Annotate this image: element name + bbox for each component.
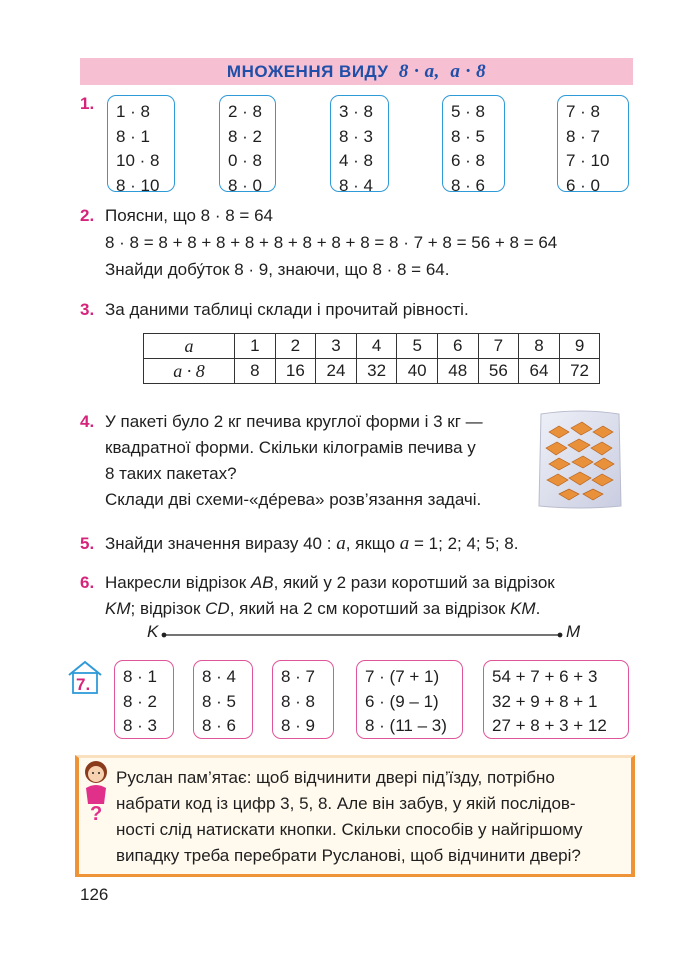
expression: 8 · 2	[228, 126, 263, 146]
expression: 6 · 0	[566, 175, 601, 195]
table-row-product	[144, 359, 600, 384]
table-cell: 40	[397, 359, 438, 384]
expression: 8 · 6	[451, 175, 486, 195]
table-cell: 8	[235, 359, 276, 384]
riddle-line-1: Руслан пам’ятає: щоб відчинити двері під’їзду, потрібно	[116, 768, 555, 787]
variable-a: a	[336, 533, 346, 554]
segment-cd-label: CD	[205, 599, 230, 618]
expression-box	[107, 95, 175, 195]
task-number-2: 2.	[80, 206, 95, 225]
task5-text-mid: , якщо	[345, 534, 396, 553]
title-expr-2: a · 8	[450, 61, 487, 82]
table-cell: 9	[559, 334, 600, 359]
expression: 1 · 8	[116, 102, 151, 121]
task6-text: Накресли відрізок	[105, 573, 247, 592]
task5-text-before: Знайди значення виразу 40 :	[105, 534, 332, 553]
table-cell: 4	[356, 334, 397, 359]
task-number-5: 5.	[80, 534, 95, 553]
table-cell: 7	[478, 334, 519, 359]
expression: 8 · (11 – 3)	[365, 716, 447, 735]
expression: 6 · (9 – 1)	[365, 691, 439, 711]
expression: 32 + 9 + 8 + 1	[492, 691, 598, 711]
expression-box	[442, 95, 505, 195]
task-number-1: 1.	[80, 94, 95, 113]
table-cell: 6	[437, 334, 478, 359]
page-number: 126	[80, 885, 109, 904]
riddle-line-2: набрати код із цифр 3, 5, 8. Але він забув, у якій послідов-	[116, 794, 576, 813]
task4-line-1: У пакеті було 2 кг печива круглої форми і 3 кг —	[105, 412, 483, 431]
table-cell: 16	[275, 359, 316, 384]
expression: 0 · 8	[228, 151, 263, 170]
expression: 8 · 1	[123, 667, 158, 686]
segment-km	[160, 630, 565, 640]
expression: 7 · (7 + 1)	[365, 667, 440, 686]
riddle-line-4: випадку треба перебрати Русланові, щоб відчинити двері?	[116, 846, 581, 865]
expression: 2 · 8	[228, 102, 263, 121]
task2-line-2: 8 · 8 = 8 + 8 + 8 + 8 + 8 + 8 + 8 + 8 = 8 · 7 + 8 = 56 + 8 = 64	[105, 233, 558, 252]
task6-text: , який на 2 см коротший за відрізок	[229, 599, 506, 618]
task-number-7: 7.	[76, 675, 91, 694]
table-cell: 5	[397, 334, 438, 359]
point-k-label: K	[147, 622, 159, 641]
expression: 10 · 8	[116, 151, 160, 170]
expression: 5 · 8	[451, 102, 486, 121]
expression: 8 · 4	[202, 667, 237, 686]
expression-box	[114, 660, 174, 739]
expression-box	[193, 660, 253, 739]
task6-text: .	[535, 599, 541, 618]
table-cell: 32	[356, 359, 397, 384]
task2-line-1: Поясни, що 8 · 8 = 64	[105, 206, 273, 225]
expression: 8 · 5	[451, 126, 486, 146]
expression-box	[272, 660, 334, 739]
task6-text: ; відрізок	[130, 599, 201, 618]
table-cell: 3	[316, 334, 357, 359]
expression-box	[356, 660, 463, 739]
expression: 8 · 7	[281, 667, 316, 686]
expression: 8 · 4	[339, 175, 374, 195]
expression-box	[219, 95, 276, 195]
expression: 8 · 1	[116, 126, 151, 146]
girl-question-icon	[78, 758, 114, 824]
segment-km-label: KM	[510, 599, 536, 618]
expression-box	[483, 660, 629, 739]
task2-line-3: Знайди добу́ток 8 · 9, знаючи, що 8 · 8 = 64.	[105, 260, 450, 279]
expression: 8 · 2	[123, 691, 158, 711]
expression-box	[557, 95, 629, 195]
expression: 8 · 0	[228, 175, 263, 195]
table-cell: 56	[478, 359, 519, 384]
title-expr-1: 8 · a,	[398, 61, 440, 82]
table-cell: 2	[275, 334, 316, 359]
task-number-4: 4.	[80, 412, 95, 431]
segment-km-label: KM	[105, 599, 131, 618]
task6-line-1	[105, 571, 555, 595]
expression: 8 · 9	[281, 716, 316, 735]
segment-ab-label: AB	[250, 573, 274, 592]
task4-line-4: Склади дві схеми-«де́рева» розв’язання задачі.	[105, 490, 482, 509]
task3-text: За даними таблиці склади і прочитай рівності.	[105, 300, 469, 319]
table-cell: 64	[519, 359, 560, 384]
expression: 8 · 6	[202, 716, 237, 735]
table-cell: 48	[437, 359, 478, 384]
svg-text:?: ?	[90, 803, 103, 824]
riddle-line-3: ності слід натискати кнопки. Скільки способів у найгіршому	[116, 820, 583, 839]
table-row-a	[144, 334, 600, 359]
expression: 7 · 10	[566, 151, 610, 170]
expression: 3 · 8	[339, 102, 374, 121]
table-cell: 24	[316, 359, 357, 384]
expression: 54 + 7 + 6 + 3	[492, 667, 598, 686]
expression: 8 · 8	[281, 691, 316, 711]
task4-line-2: квадратної форми. Скільки кілограмів печива у	[105, 438, 476, 457]
table-cell: 8	[519, 334, 560, 359]
table-cell: 72	[559, 359, 600, 384]
title-prefix: МНОЖЕННЯ ВИДУ	[226, 62, 389, 81]
expression: 4 · 8	[339, 151, 374, 170]
table-head-product: a · 8	[144, 359, 235, 384]
expression: 8 · 3	[339, 126, 374, 146]
expression-box	[330, 95, 389, 195]
variable-a: a	[399, 533, 410, 554]
task6-text: , який у 2 рази коротший за відрізок	[273, 573, 555, 592]
point-m-label: M	[566, 622, 581, 641]
table-head-a: a	[144, 334, 235, 359]
task4-line-3: 8 таких пакетах?	[105, 464, 237, 483]
task-number-3: 3.	[80, 300, 95, 319]
value-table	[143, 333, 600, 384]
expression: 27 + 8 + 3 + 12	[492, 716, 607, 735]
expression: 6 · 8	[451, 151, 486, 170]
task5-text	[105, 532, 518, 556]
table-cell: 1	[235, 334, 276, 359]
expression: 8 · 5	[202, 691, 237, 711]
expression: 7 · 8	[566, 102, 601, 121]
task5-text-after: = 1; 2; 4; 5; 8.	[414, 534, 519, 553]
section-title	[80, 58, 633, 85]
expression: 8 · 7	[566, 126, 601, 146]
task-number-6: 6.	[80, 573, 95, 592]
cookie-bag-image	[537, 410, 623, 510]
task6-line-2	[105, 597, 540, 621]
expression: 8 · 3	[123, 716, 158, 735]
expression: 8 · 10	[116, 175, 160, 195]
